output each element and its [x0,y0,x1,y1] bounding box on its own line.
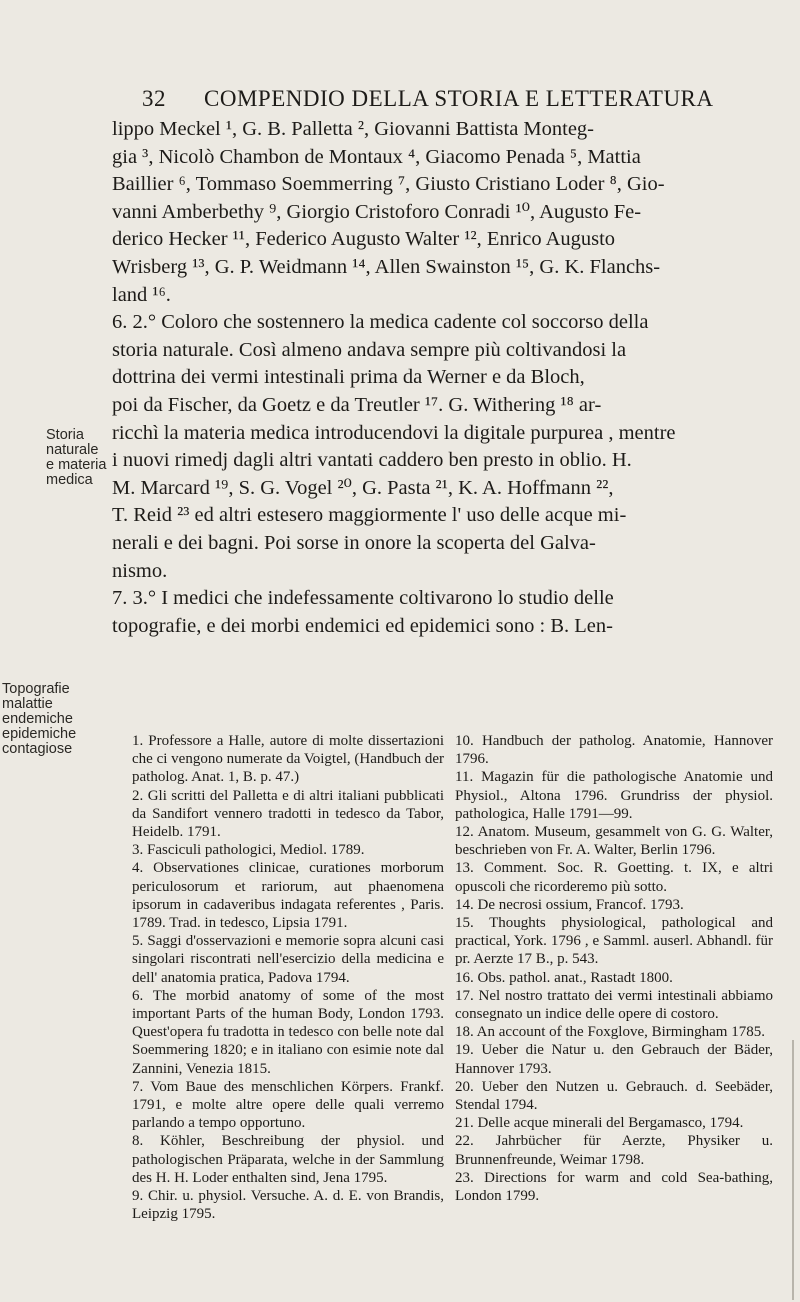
text-line: derico Hecker ¹¹, Federico Augusto Walter ¹², Enrico Augusto [112,228,616,251]
footnote: 15. Thoughts physiological, pathological and practical, York. 1796 , e Samml. auserl. Abhandl. für pr. Aerzte 17 B., p. 543. [455,915,773,968]
margin-note-line: epidemiche [2,726,77,742]
text-line: M. Marcard ¹⁹, S. G. Vogel ²⁰, G. Pasta ²¹, K. A. Hoffmann ²², [112,476,614,499]
footnotes-left-column [132,732,444,1223]
footnote: 4. Observationes clinicae, curationes morborum periculosorum et rariorum, aut phaenomena ipsorum in cadaveribus indagata referentes , Paris. 1789. Trad. in tedesco, Lipsia 1791. [132,860,444,932]
margin-note-line: e materia [46,457,107,473]
margin-note-line: Topografie [2,681,70,697]
footnote: 19. Ueber die Natur u. den Gebrauch der Bäder, Hannover 1793. [455,1042,773,1077]
footnote: 22. Jahrbücher für Aerzte, Physiker u. Brunnenfreunde, Weimar 1798. [455,1133,773,1168]
footnote: 20. Ueber den Nutzen u. Gebrauch. d. Seebäder, Stendal 1794. [455,1078,773,1114]
text-line: land ¹⁶. [112,283,171,306]
footnote: 18. An account of the Foxglove, Birmingham 1785. [455,1024,765,1041]
footnote: 11. Magazin für die pathologische Anatomie und Physiol., Altona 1796. Grundriss der physiol. pathologica, Halle 1791—99. [455,769,773,822]
text-line: nerali e dei bagni. Poi sorse in onore la scoperta del Galva- [112,531,596,554]
footnote: 9. Chir. u. physiol. Versuche. A. d. E. von Brandis, Leipzig 1795. [132,1188,444,1223]
text-line: lippo Meckel ¹, G. B. Palletta ², Giovanni Battista Monteg- [112,118,595,140]
margin-note-line: contagiose [2,741,73,757]
text-line: topografie, e dei morbi endemici ed epidemici sono : B. Len- [112,614,613,637]
page-header [142,86,772,116]
text-line: poi da Fischer, da Goetz e da Treutler ¹⁷. G. Withering ¹⁸ ar- [112,393,602,416]
text-line: i nuovi rimedj dagli altri vantati caddero ben presto in oblio. H. [112,449,632,472]
text-line: 7. 3.° I medici che indefessamente coltivarono lo studio delle [112,587,614,610]
text-line: gia ³, Nicolò Chambon de Montaux ⁴, Giacomo Penada ⁵, Mattia [112,145,641,168]
main-text [112,116,772,640]
margin-note-line: naturale [46,442,99,458]
margin-note-line: malattie [2,696,53,712]
footnote: 2. Gli scritti del Palletta e di altri italiani pubblicati da Sandifort vennero tradotti in tedesco da Tabor, Heidelb. 1791. [132,787,444,841]
footnote: 10. Handbuch der patholog. Anatomie, Hannover 1796. [455,733,773,768]
page-number: 32 [142,86,166,111]
footnote: 6. The morbid anatomy of some of the most important Parts of the human Body, London 1793. Quest'opera fu tradotta in tedesco con belle note dal Soemmering 1820; e in italiano con esimie note dal Zannini, Venezia 1815. [132,987,444,1077]
footnote: 3. Fasciculi pathologici, Mediol. 1789. [132,842,365,859]
footnote: 5. Saggi d'osservazioni e memorie sopra alcuni casi singolari riscontrati nell'esercizio della medicina e dell' anatomia pratica, Padova 1794. [132,933,444,986]
footnote: 17. Nel nostro trattato dei vermi intestinali abbiamo consegnato un indice delle opere di costoro. [455,987,773,1023]
text-line: nismo. [112,559,168,582]
text-line: 6. 2.° Coloro che sostennero la medica cadente col soccorso della [112,311,649,334]
text-line: storia naturale. Così almeno andava sempre più coltivandosi la [112,338,627,361]
footnote: 16. Obs. pathol. anat., Rastadt 1800. [455,969,673,986]
margin-note-storia-naturale [46,428,136,488]
text-line: Wrisberg ¹³, G. P. Weidmann ¹⁴, Allen Swainston ¹⁵, G. K. Flanchs- [112,255,661,278]
text-line: ricchì la materia medica introducendovi la digitale purpurea , mentre [112,421,676,444]
text-line: Baillier ⁶, Tommaso Soemmerring ⁷, Giusto Cristiano Loder ⁸, Gio- [112,173,665,196]
running-title: COMPENDIO DELLA STORIA E LETTERATURA [204,86,714,111]
page-edge-shadow [792,1040,794,1300]
footnote: 12. Anatom. Museum, gesammelt von G. G. Walter, beschrieben von Fr. A. Walter, Berlin 1796. [455,824,773,859]
footnote: 14. De necrosi ossium, Francof. 1793. [455,896,684,913]
text-line: T. Reid ²³ ed altri estesero maggiormente l' uso delle acque mi- [112,504,627,527]
footnote: 8. Köhler, Beschreibung der physiol. und pathologischen Präparata, welche in der Sammlung des H. H. Loder enthalten sind, Jena 1795. [132,1133,444,1186]
footnote: 21. Delle acque minerali del Bergamasco, 1794. [455,1115,744,1132]
margin-note-line: Storia [46,427,84,443]
footnote: 7. Vom Baue des menschlichen Körpers. Frankf. 1791, e molte altre opere delle quali verremo parlando a tempo opportuno. [132,1078,444,1132]
text-line: vanni Amberbethy ⁹, Giorgio Cristoforo Conradi ¹⁰, Augusto Fe- [112,200,642,223]
margin-note-line: medica [46,472,93,488]
footnote: 13. Comment. Soc. R. Goetting. t. IX, e altri opuscoli che ricorderemo più sotto. [455,860,773,895]
text-line: dottrina dei vermi intestinali prima da Werner e da Bloch, [112,366,585,389]
footnote: 23. Directions for warm and cold Sea-bathing, London 1799. [455,1169,773,1205]
footnotes-right-column [455,732,773,1205]
margin-note-line: endemiche [2,711,73,727]
margin-note-topografie [2,682,112,757]
footnote: 1. Professore a Halle, autore di molte dissertazioni che ci vengono numerate da Voigtel, (Handbuch der patholog. Anat. 1, B. p. 47.) [132,733,444,786]
